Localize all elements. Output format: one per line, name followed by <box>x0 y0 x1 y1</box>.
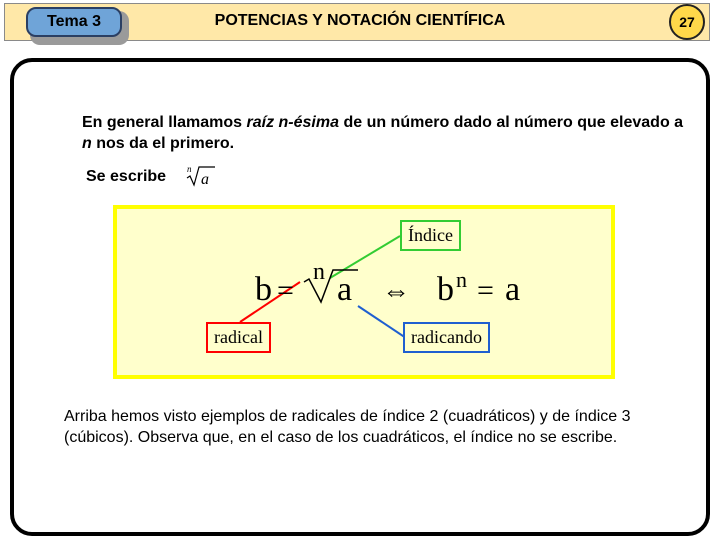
radicando-label: radicando <box>403 322 490 353</box>
page-number: 27 <box>669 4 705 40</box>
formula-rhs-base: b <box>437 271 454 308</box>
small-radical-index: n <box>187 164 192 174</box>
formula-radicand: a <box>337 271 353 308</box>
small-radical-radicand: a <box>201 171 209 188</box>
intro-part2: de un número dado al número que elevado a <box>339 114 684 131</box>
formula-root-index: n <box>313 259 325 285</box>
intro-part3: nos da el primero. <box>91 135 235 152</box>
formula-rhs-equals: = <box>477 274 494 307</box>
formula-rhs-exponent: n <box>456 267 467 292</box>
intro-term: raíz n-ésima <box>246 114 339 131</box>
explanation-paragraph: Arriba hemos visto ejemplos de radicales de índice 2 (cuadráticos) y de índice 3 (cúbicos). Observa que, en el caso de los cuadráticos, el índice no se escribe. <box>64 408 631 446</box>
page-title: POTENCIAS Y NOTACIÓN CIENTÍFICA <box>214 12 506 29</box>
intro-part1: En general llamamos <box>82 114 247 131</box>
radicando-connector <box>358 306 406 338</box>
formula-rhs-result: a <box>505 271 521 308</box>
indice-label: Índice <box>400 220 461 251</box>
iff-symbol: ⇔ <box>382 276 410 307</box>
intro-n: n <box>82 135 92 152</box>
tema-badge: Tema 3 <box>26 7 122 37</box>
se-escribe-label: Se escribe <box>86 168 167 185</box>
formula-equals: = <box>277 274 294 307</box>
radical-label: radical <box>206 322 271 353</box>
formula-lhs-b: b <box>255 271 272 308</box>
